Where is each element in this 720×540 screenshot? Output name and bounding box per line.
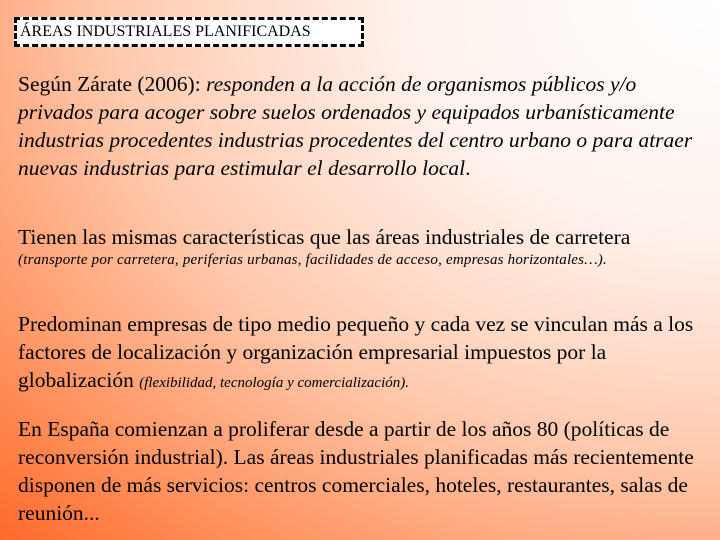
paragraph-companies — [18, 310, 713, 397]
companies-examples: (flexibilidad, tecnología y comercialización). — [139, 375, 409, 391]
definition-end: . — [465, 156, 471, 180]
companies-main: Predominan empresas de tipo medio pequeño y cada vez se vinculan más a los factores de localización y organización empresarial impuestos por la globalización — [18, 312, 694, 392]
definition-lead: Según Zárate (2006): — [18, 72, 207, 96]
characteristics-examples: (transporte por carretera, periferias urbanas, facilidades de acceso, empresas horizontales…). — [18, 252, 607, 268]
spain-text: En España comienzan a proliferar desde a partir de los años 80 (políticas de reconversión industrial). Las áreas industriales planificadas más recientemente disponen de más servicios: centros comerciales, hoteles, restaurantes, salas de reunión... — [18, 417, 694, 525]
paragraph-definition — [18, 70, 713, 182]
paragraph-characteristics — [18, 225, 713, 271]
characteristics-main: Tienen las mismas características que las áreas industriales de carretera — [18, 225, 631, 249]
slide-title: ÁREAS INDUSTRIALES PLANIFICADAS — [14, 17, 364, 47]
definition-quote: responden a la acción de organismos públicos y/o privados para acoger sobre suelos ordenados y equipados urbanísticamente industrias procedentes industrias procedentes del centro urbano o para atraer nuevas industrias para estimular el desarrollo local — [18, 72, 693, 180]
paragraph-spain — [18, 415, 713, 527]
